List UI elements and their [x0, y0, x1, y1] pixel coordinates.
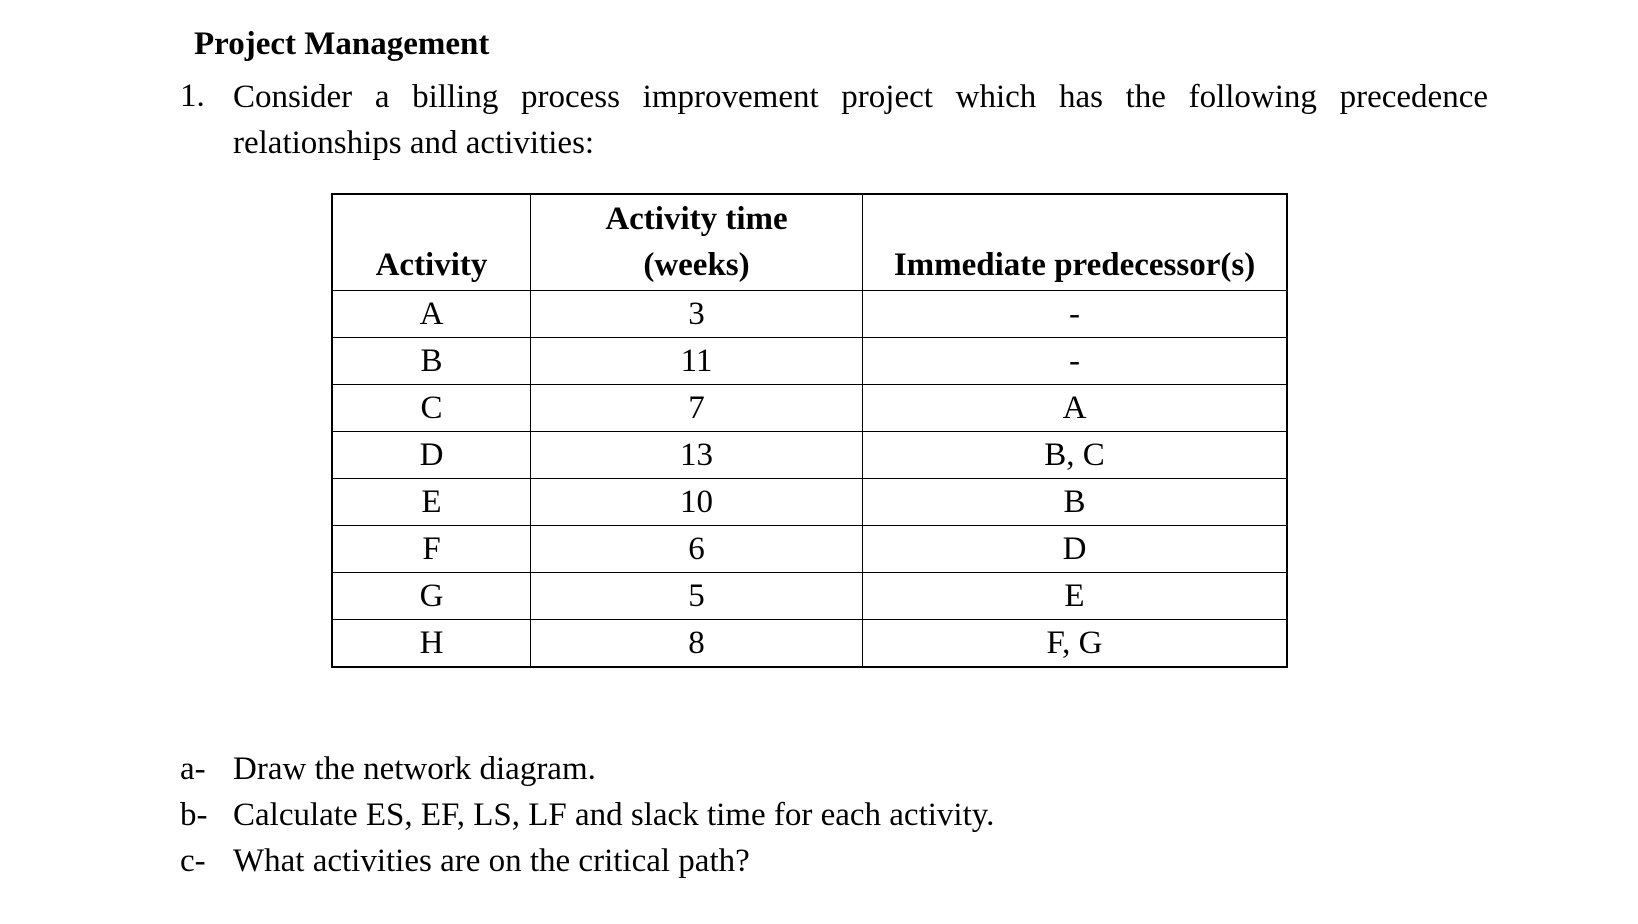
table-row: [332, 385, 1287, 432]
sub-questions: [180, 746, 994, 884]
cell-predecessor: -: [863, 291, 1288, 338]
sub-question-a: [180, 746, 994, 792]
activity-table: [331, 193, 1288, 668]
header-time-line1: Activity time: [605, 201, 788, 237]
cell-predecessor: -: [863, 338, 1288, 385]
sub-question-c: [180, 838, 994, 884]
cell-time: 7: [531, 385, 863, 432]
cell-time: 11: [531, 338, 863, 385]
question-number: 1.: [180, 78, 205, 114]
table-row: [332, 620, 1287, 668]
table-row: [332, 526, 1287, 573]
table-row: [332, 291, 1287, 338]
sub-question-text: Calculate ES, EF, LS, LF and slack time for each activity.: [233, 797, 995, 833]
table-row: [332, 432, 1287, 479]
table-header-row: [332, 194, 1287, 291]
header-activity: Activity: [332, 194, 531, 291]
header-predecessors: Immediate predecessor(s): [863, 194, 1288, 291]
cell-activity: E: [332, 479, 531, 526]
page-title: Project Management: [194, 26, 490, 62]
cell-time: 5: [531, 573, 863, 620]
cell-activity: D: [332, 432, 531, 479]
cell-predecessor: B, C: [863, 432, 1288, 479]
cell-predecessor: F, G: [863, 620, 1288, 668]
sub-question-label: b-: [180, 797, 208, 833]
sub-question-text: What activities are on the critical path?: [233, 843, 750, 879]
cell-activity: C: [332, 385, 531, 432]
sub-question-b: [180, 792, 994, 838]
cell-predecessor: E: [863, 573, 1288, 620]
cell-predecessor: B: [863, 479, 1288, 526]
cell-time: 3: [531, 291, 863, 338]
cell-time: 6: [531, 526, 863, 573]
cell-activity: B: [332, 338, 531, 385]
cell-time: 13: [531, 432, 863, 479]
question-text: Consider a billing process improvement project which has the following precedence relationships and activities:: [233, 79, 1488, 161]
sub-question-label: c-: [180, 843, 206, 879]
sub-question-label: a-: [180, 751, 206, 787]
cell-time: 8: [531, 620, 863, 668]
header-time-line2: (weeks): [643, 247, 750, 283]
header-activity-time: [531, 194, 863, 291]
cell-activity: H: [332, 620, 531, 668]
sub-question-text: Draw the network diagram.: [233, 751, 596, 787]
cell-time: 10: [531, 479, 863, 526]
cell-activity: F: [332, 526, 531, 573]
table-row: [332, 573, 1287, 620]
table-row: [332, 479, 1287, 526]
cell-activity: G: [332, 573, 531, 620]
table-row: [332, 338, 1287, 385]
cell-activity: A: [332, 291, 531, 338]
cell-predecessor: D: [863, 526, 1288, 573]
cell-predecessor: A: [863, 385, 1288, 432]
